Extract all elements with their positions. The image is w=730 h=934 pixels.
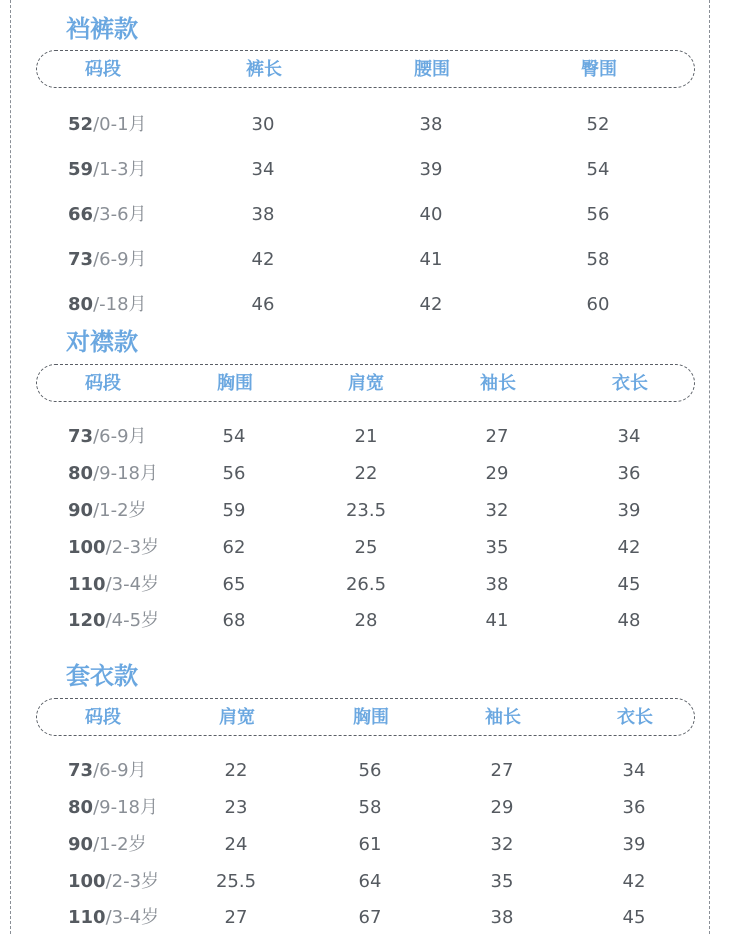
column-header: 胸围	[217, 373, 253, 394]
size-number: 100	[68, 871, 106, 892]
measurement-value: 68	[222, 610, 246, 631]
size-age-range: /6-9月	[93, 760, 147, 781]
measurement-value: 26.5	[345, 574, 387, 595]
size-age-range: /3-4岁	[105, 907, 160, 928]
size-number: 90	[68, 500, 94, 521]
measurement-value: 54	[586, 159, 610, 180]
column-header: 衣长	[617, 707, 653, 728]
measurement-value: 64	[358, 871, 382, 892]
measurement-value: 34	[617, 426, 641, 447]
measurement-value: 38	[251, 204, 275, 225]
measurement-value: 42	[617, 537, 641, 558]
size-number: 90	[68, 834, 94, 855]
table-row	[0, 830, 730, 860]
measurement-value: 60	[586, 294, 610, 315]
size-number: 110	[68, 907, 106, 928]
measurement-value: 39	[617, 500, 641, 521]
measurement-value: 41	[485, 610, 509, 631]
column-header: 臀围	[581, 59, 617, 80]
measurement-value: 22	[354, 463, 378, 484]
size-age-range: /3-6月	[93, 204, 147, 225]
table-header-row	[36, 698, 695, 736]
size-number: 73	[68, 249, 94, 270]
size-number: 80	[68, 463, 94, 484]
section-title: 对襟款	[66, 328, 138, 356]
measurement-value: 48	[617, 610, 641, 631]
column-header: 裤长	[246, 59, 282, 80]
measurement-value: 24	[224, 834, 248, 855]
column-header: 衣长	[612, 373, 648, 394]
size-number: 73	[68, 426, 94, 447]
column-header: 袖长	[485, 707, 521, 728]
measurement-value: 21	[354, 426, 378, 447]
size-age-range: /4-5岁	[105, 610, 160, 631]
measurement-value: 45	[622, 907, 646, 928]
measurement-value: 56	[222, 463, 246, 484]
size-label	[68, 903, 159, 933]
measurement-value: 32	[490, 834, 514, 855]
measurement-value: 54	[222, 426, 246, 447]
measurement-value: 23.5	[345, 500, 387, 521]
size-number: 100	[68, 537, 106, 558]
size-label	[68, 793, 158, 823]
measurement-value: 22	[224, 760, 248, 781]
measurement-value: 61	[358, 834, 382, 855]
measurement-value: 41	[419, 249, 443, 270]
measurement-value: 46	[251, 294, 275, 315]
measurement-value: 35	[485, 537, 509, 558]
measurement-value: 42	[419, 294, 443, 315]
measurement-value: 34	[622, 760, 646, 781]
measurement-value: 25.5	[215, 871, 257, 892]
size-number: 66	[68, 204, 94, 225]
table-row	[0, 793, 730, 823]
measurement-value: 62	[222, 537, 246, 558]
size-age-range: /1-3月	[93, 159, 147, 180]
table-row	[0, 903, 730, 933]
size-age-range: /9-18月	[93, 797, 158, 818]
measurement-value: 42	[622, 871, 646, 892]
table-row	[0, 867, 730, 897]
measurement-value: 29	[485, 463, 509, 484]
measurement-value: 38	[419, 114, 443, 135]
column-header: 肩宽	[348, 373, 384, 394]
size-number: 59	[68, 159, 94, 180]
size-age-range: /-18月	[93, 294, 147, 315]
measurement-value: 32	[485, 500, 509, 521]
measurement-value: 42	[251, 249, 275, 270]
size-age-range: /1-2岁	[93, 834, 147, 855]
column-header: 码段	[85, 707, 121, 728]
column-header: 码段	[85, 59, 121, 80]
measurement-value: 38	[485, 574, 509, 595]
measurement-value: 36	[622, 797, 646, 818]
measurement-value: 30	[251, 114, 275, 135]
measurement-value: 58	[358, 797, 382, 818]
size-number: 110	[68, 574, 106, 595]
measurement-value: 36	[617, 463, 641, 484]
measurement-value: 58	[586, 249, 610, 270]
measurement-value: 27	[490, 760, 514, 781]
section-title: 裆裤款	[66, 15, 138, 43]
column-header: 胸围	[353, 707, 389, 728]
column-header: 袖长	[480, 373, 516, 394]
size-age-range: /0-1月	[93, 114, 147, 135]
size-label	[68, 867, 159, 897]
measurement-value: 65	[222, 574, 246, 595]
size-label	[68, 756, 147, 786]
section-title: 套衣款	[66, 662, 138, 690]
column-header: 肩宽	[219, 707, 255, 728]
measurement-value: 29	[490, 797, 514, 818]
measurement-value: 34	[251, 159, 275, 180]
measurement-value: 27	[485, 426, 509, 447]
size-age-range: /9-18月	[93, 463, 158, 484]
measurement-value: 35	[490, 871, 514, 892]
size-age-range: /6-9月	[93, 249, 147, 270]
size-number: 80	[68, 294, 94, 315]
measurement-value: 40	[419, 204, 443, 225]
table-row	[0, 756, 730, 786]
size-number: 120	[68, 610, 106, 631]
measurement-value: 28	[354, 610, 378, 631]
measurement-value: 27	[224, 907, 248, 928]
measurement-value: 52	[586, 114, 610, 135]
measurement-value: 39	[419, 159, 443, 180]
measurement-value: 39	[622, 834, 646, 855]
size-age-range: /3-4岁	[105, 574, 160, 595]
measurement-value: 59	[222, 500, 246, 521]
size-age-range: /1-2岁	[93, 500, 147, 521]
measurement-value: 67	[358, 907, 382, 928]
column-header: 腰围	[414, 59, 450, 80]
measurement-value: 45	[617, 574, 641, 595]
size-number: 52	[68, 114, 94, 135]
size-age-range: /2-3岁	[105, 871, 160, 892]
size-number: 80	[68, 797, 94, 818]
size-age-range: /2-3岁	[105, 537, 160, 558]
measurement-value: 56	[358, 760, 382, 781]
measurement-value: 38	[490, 907, 514, 928]
size-age-range: /6-9月	[93, 426, 147, 447]
measurement-value: 56	[586, 204, 610, 225]
column-header: 码段	[85, 373, 121, 394]
measurement-value: 23	[224, 797, 248, 818]
size-number: 73	[68, 760, 94, 781]
size-label	[68, 830, 147, 860]
measurement-value: 25	[354, 537, 378, 558]
